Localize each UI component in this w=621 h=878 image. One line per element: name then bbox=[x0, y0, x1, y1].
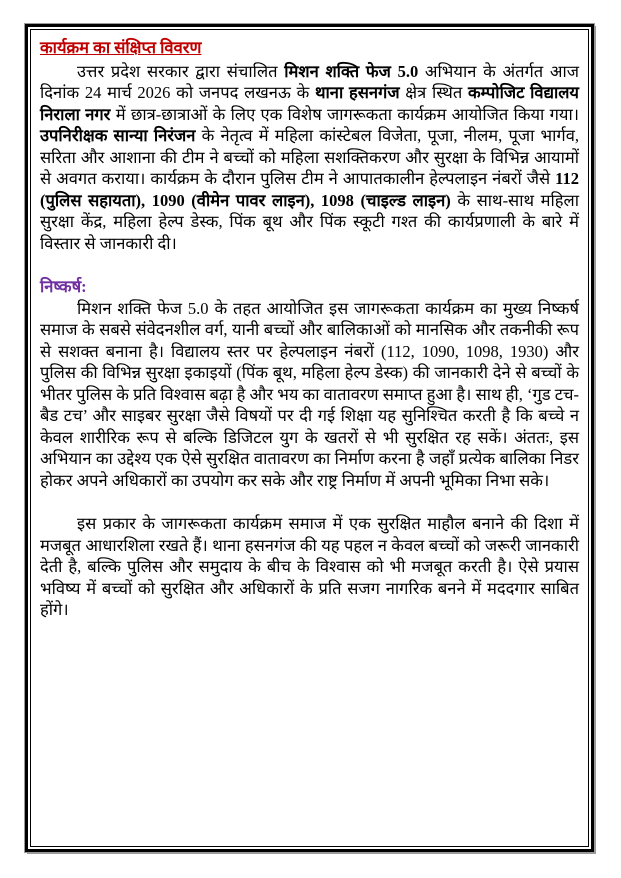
text-run: में छात्र-छात्राओं के लिए एक विशेष जागरूकता कार्यक्रम आयोजित किया गया। bbox=[110, 104, 580, 124]
text-run: के नेतृत्व में महिला कांस्टेबल विजेता, पूजा, नीलम, पूजा भार्गव, सरिता और आशाना की टीम ने बच्चों को महिला सशक्तिकरण और सुरक्षा के विभिन्न आयामों से अवगत कराया। कार्यक्रम के दौरान पुलिस टीम ने आपातकालीन हेल्पलाइन नंबरों जैसे bbox=[40, 126, 579, 188]
text-run: कम्पोजिट विद्यालय निराला नगर bbox=[40, 83, 579, 124]
text-run: मिशन शक्ति फेज 5.0 के तहत आयोजित इस जागरूकता कार्यक्रम का मुख्य निष्कर्ष समाज के सबसे संवेदनशील वर्ग, यानी बच्चों और बालिकाओं को मानसिक और तकनीकी रूप से सशक्त बनाना है। विद्यालय स्तर पर हेल्पलाइन नंबरों (112, 1090, 1098, 1930) और पुलिस की विभिन्न सुरक्षा इकाइयों (पिंक बूथ, महिला हेल्प डेस्क) की जानकारी देने से बच्चों के भीतर पुलिस के प्रति विश्वास बढ़ा है और भय का वातावरण समाप्त हुआ है। साथ ही, ‘गुड टच-बैड टच’ और साइबर सुरक्षा जैसे विषयों पर दी गई शिक्षा यह सुनिश्चित करती है कि बच्चे न केवल शारीरिक रूप से बल्कि डिजिटल युग के खतरों से भी सुरक्षित रह सकें। अंततः, इस अभियान का उद्देश्य एक ऐसे सुरक्षित वातावरण का निर्माण करना है जहाँ प्रत्येक बालिका निडर होकर अपने अधिकारों का उपयोग कर सके और राष्ट्र निर्माण में अपनी भूमिका निभा सके। bbox=[40, 298, 579, 490]
conclusion-paragraph bbox=[40, 298, 579, 492]
conclusion-heading: निष्कर्ष: bbox=[40, 277, 87, 296]
text-run: थाना हसनगंज bbox=[314, 83, 400, 102]
text-run: उपनिरीक्षक सान्या निरंजन bbox=[40, 126, 196, 145]
text-run: के साथ-साथ महिला सुरक्षा केंद्र, महिला हेल्प डेस्क, पिंक बूथ और पिंक स्कूटी गश्त की कार्यप्रणाली के बारे में विस्तार से जानकारी दी। bbox=[40, 190, 579, 253]
summary-paragraph bbox=[40, 61, 579, 255]
page-border-inner-line bbox=[30, 29, 589, 847]
text-run: उत्तर प्रदेश सरकार द्वारा संचालित bbox=[77, 61, 285, 81]
closing-paragraph bbox=[40, 513, 579, 621]
text-run: इस प्रकार के जागरूकता कार्यक्रम समाज में एक सुरक्षित माहौल बनाने की दिशा में मजबूत आधारशिला रखते हैं। थाना हसनगंज की यह पहल न केवल बच्चों को जरूरी जानकारी देती है, बल्कि पुलिस और समुदाय के बीच के विश्वास को भी मजबूत करती है। ऐसे प्रयास भविष्य में बच्चों को सुरक्षित और अधिकारों के प्रति सजग नागरिक बनने में मददगार साबित होंगे। bbox=[40, 514, 579, 619]
page-border-frame bbox=[25, 24, 594, 852]
text-run: अभियान के अंतर्गत आज दिनांक 24 मार्च 2026 को जनपद लखनऊ के bbox=[40, 61, 579, 102]
text-run: 112 (पुलिस सहायता), 1090 (वीमेन पावर लाइन), 1098 (चाइल्ड लाइन) bbox=[40, 169, 579, 210]
text-run: क्षेत्र स्थित bbox=[399, 83, 468, 102]
text-run: मिशन शक्ति फेज 5.0 bbox=[284, 61, 419, 81]
summary-heading: कार्यक्रम का संक्षिप्त विवरण bbox=[40, 38, 202, 57]
document-body bbox=[40, 37, 579, 621]
